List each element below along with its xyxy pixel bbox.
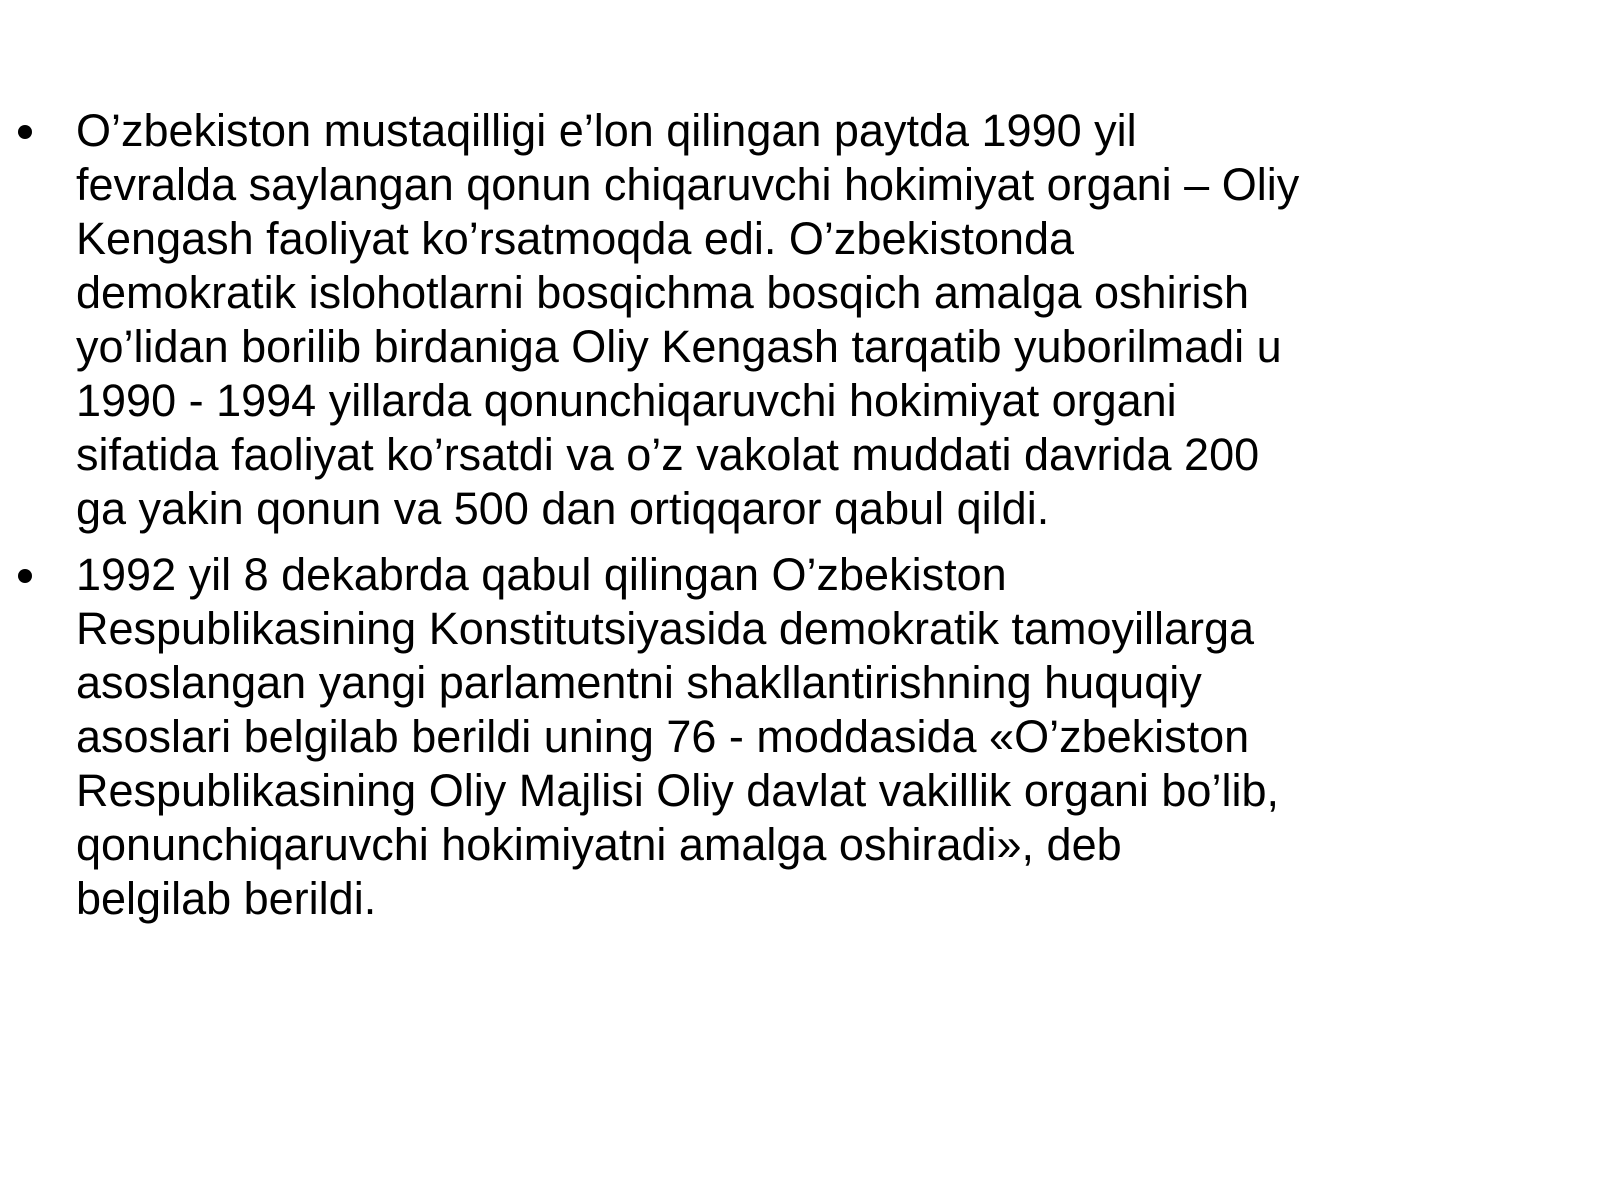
bullet-item [0, 104, 1560, 536]
bullet-point-icon [18, 125, 32, 139]
bullet-text: O’zbekiston mustaqilligi e’lon qilingan paytda 1990 yil fevralda saylangan qonun chiqaruvchi hokimiyat organi – Oliy Kengash faoliyat ko’rsatmoqda edi. O’zbekistonda demokratik islohotlarni bosqichma bosqich amalga oshirish yo’lidan borilib birdaniga Oliy Kengash tarqatib yuborilmadi u 1990 - 1994 yillarda qonunchiqaruvchi hokimiyat organi sifatida faoliyat ko’rsatdi va o’z vakolat muddati davrida 200 ga yakin qonun va 500 dan ortiqqaror qabul qildi. [76, 105, 1300, 534]
bullet-list [0, 104, 1560, 938]
bullet-text: 1992 yil 8 dekabrda qabul qilingan O’zbekiston Respublikasining Konstitutsiyasida demokratik tamoyillarga asoslangan yangi parlamentni shakllantirishning huquqiy asoslari belgilab berildi uning 76 - moddasida «O’zbekiston Respublikasining Oliy Majlisi Oliy davlat vakillik organi bo’lib, qonunchiqaruvchi hokimiyatni amalga oshiradi», deb belgilab berildi. [76, 549, 1279, 924]
bullet-item [0, 548, 1560, 926]
bullet-point-icon [18, 569, 32, 583]
